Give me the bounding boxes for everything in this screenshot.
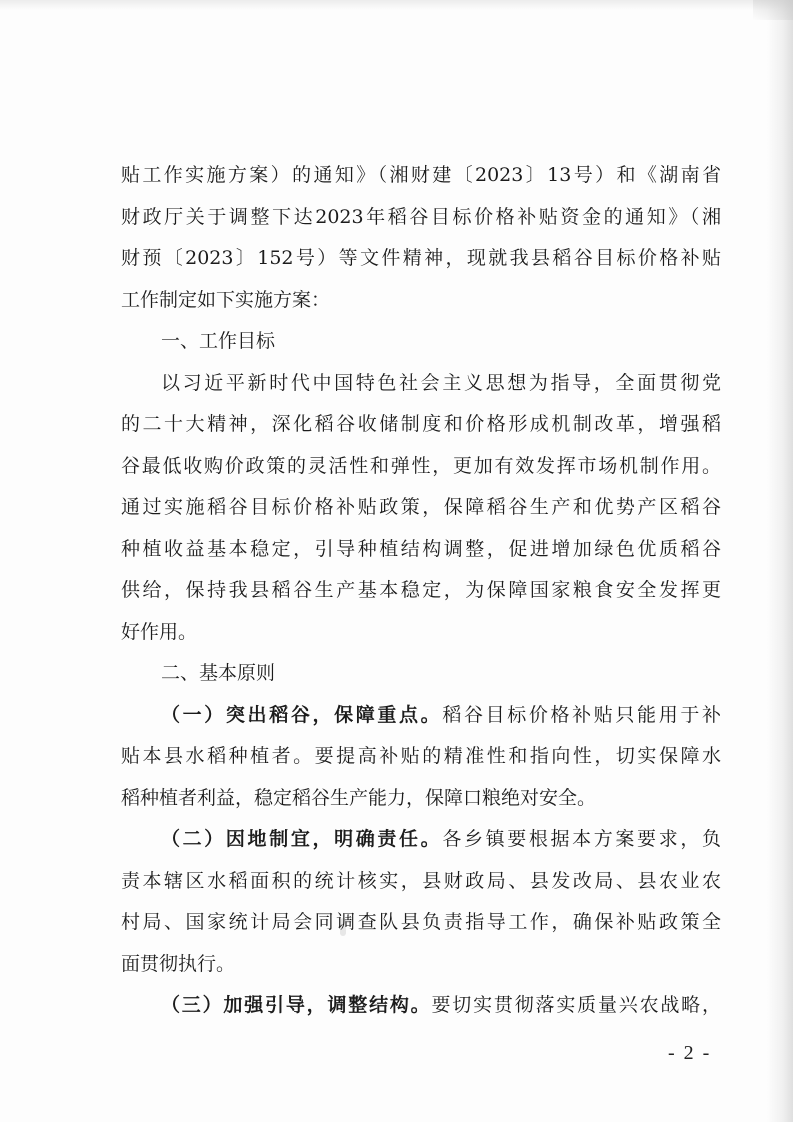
- scan-corner-shadow: [753, 0, 793, 20]
- principle-title: （三）加强引导，调整结构。: [161, 994, 432, 1016]
- paragraph-line: 稻种植者利益，稳定稻谷生产能力，保障口粮绝对安全。: [121, 786, 597, 809]
- principle-first-line: [121, 695, 721, 737]
- section-heading-basic-principles: 二、基本原则: [161, 662, 276, 684]
- scan-shadow-top: [0, 0, 793, 10]
- paragraph-line: 供给，保持我县稻谷生产基本稳定，为保障国家粮食安全发挥更: [121, 579, 721, 601]
- principle-first-line: [121, 985, 721, 1027]
- principle-text: 各乡镇要根据本方案要求，负: [442, 828, 721, 850]
- paragraph-line: 责本辖区水稻面积的统计核实，县财政局、县发改局、县农业农: [121, 869, 721, 892]
- document-body: [121, 155, 721, 1027]
- section-heading-work-goals: 一、工作目标: [161, 330, 276, 352]
- paragraph-line: 面贯彻执行。: [121, 952, 236, 975]
- intro-line: 工作制定如下实施方案：: [121, 288, 331, 311]
- scan-shadow-right: [767, 0, 793, 1122]
- paragraph-line: 以习近平新时代中国特色社会主义思想为指导，全面贯彻党: [161, 371, 721, 394]
- intro-line: 财政厅关于调整下达2023年稻谷目标价格补贴资金的通知》（湘: [121, 205, 721, 228]
- principle-title: （一）突出稻谷，保障重点。: [161, 703, 443, 726]
- principle-text: 要切实贯彻落实质量兴农战略，: [431, 994, 721, 1016]
- intro-line: 贴工作实施方案）的通知》（湘财建〔2023〕13号）和《湖南省: [121, 164, 721, 186]
- principle-text: 稻谷目标价格补贴只能用于补: [442, 703, 721, 726]
- paragraph-line: 贴本县水稻种植者。要提高补贴的精准性和指向性，切实保障水: [121, 745, 721, 767]
- paragraph-line: 的二十大精神，深化稻谷收储制度和价格形成机制改革，增强稻: [121, 413, 721, 435]
- principle-first-line: [121, 819, 721, 861]
- paragraph-line: 种植收益基本稳定，引导种植结构调整，促进增加绿色优质稻谷: [121, 537, 721, 560]
- paragraph-line: 通过实施稻谷目标价格补贴政策，保障稻谷生产和优势产区稻谷: [121, 496, 721, 518]
- principle-title: （二）因地制宜，明确责任。: [161, 828, 443, 850]
- intro-line: 财预〔2023〕152号）等文件精神，现就我县稻谷目标价格补贴: [121, 247, 721, 269]
- paragraph-line: 好作用。: [121, 620, 198, 643]
- paragraph-line: 谷最低收购价政策的灵活性和弹性，更加有效发挥市场机制作用。: [121, 454, 721, 477]
- paragraph-line: 村局、国家统计局会同调查队县负责指导工作，确保补贴政策全: [121, 911, 721, 933]
- page-number: - 2 -: [668, 1042, 712, 1064]
